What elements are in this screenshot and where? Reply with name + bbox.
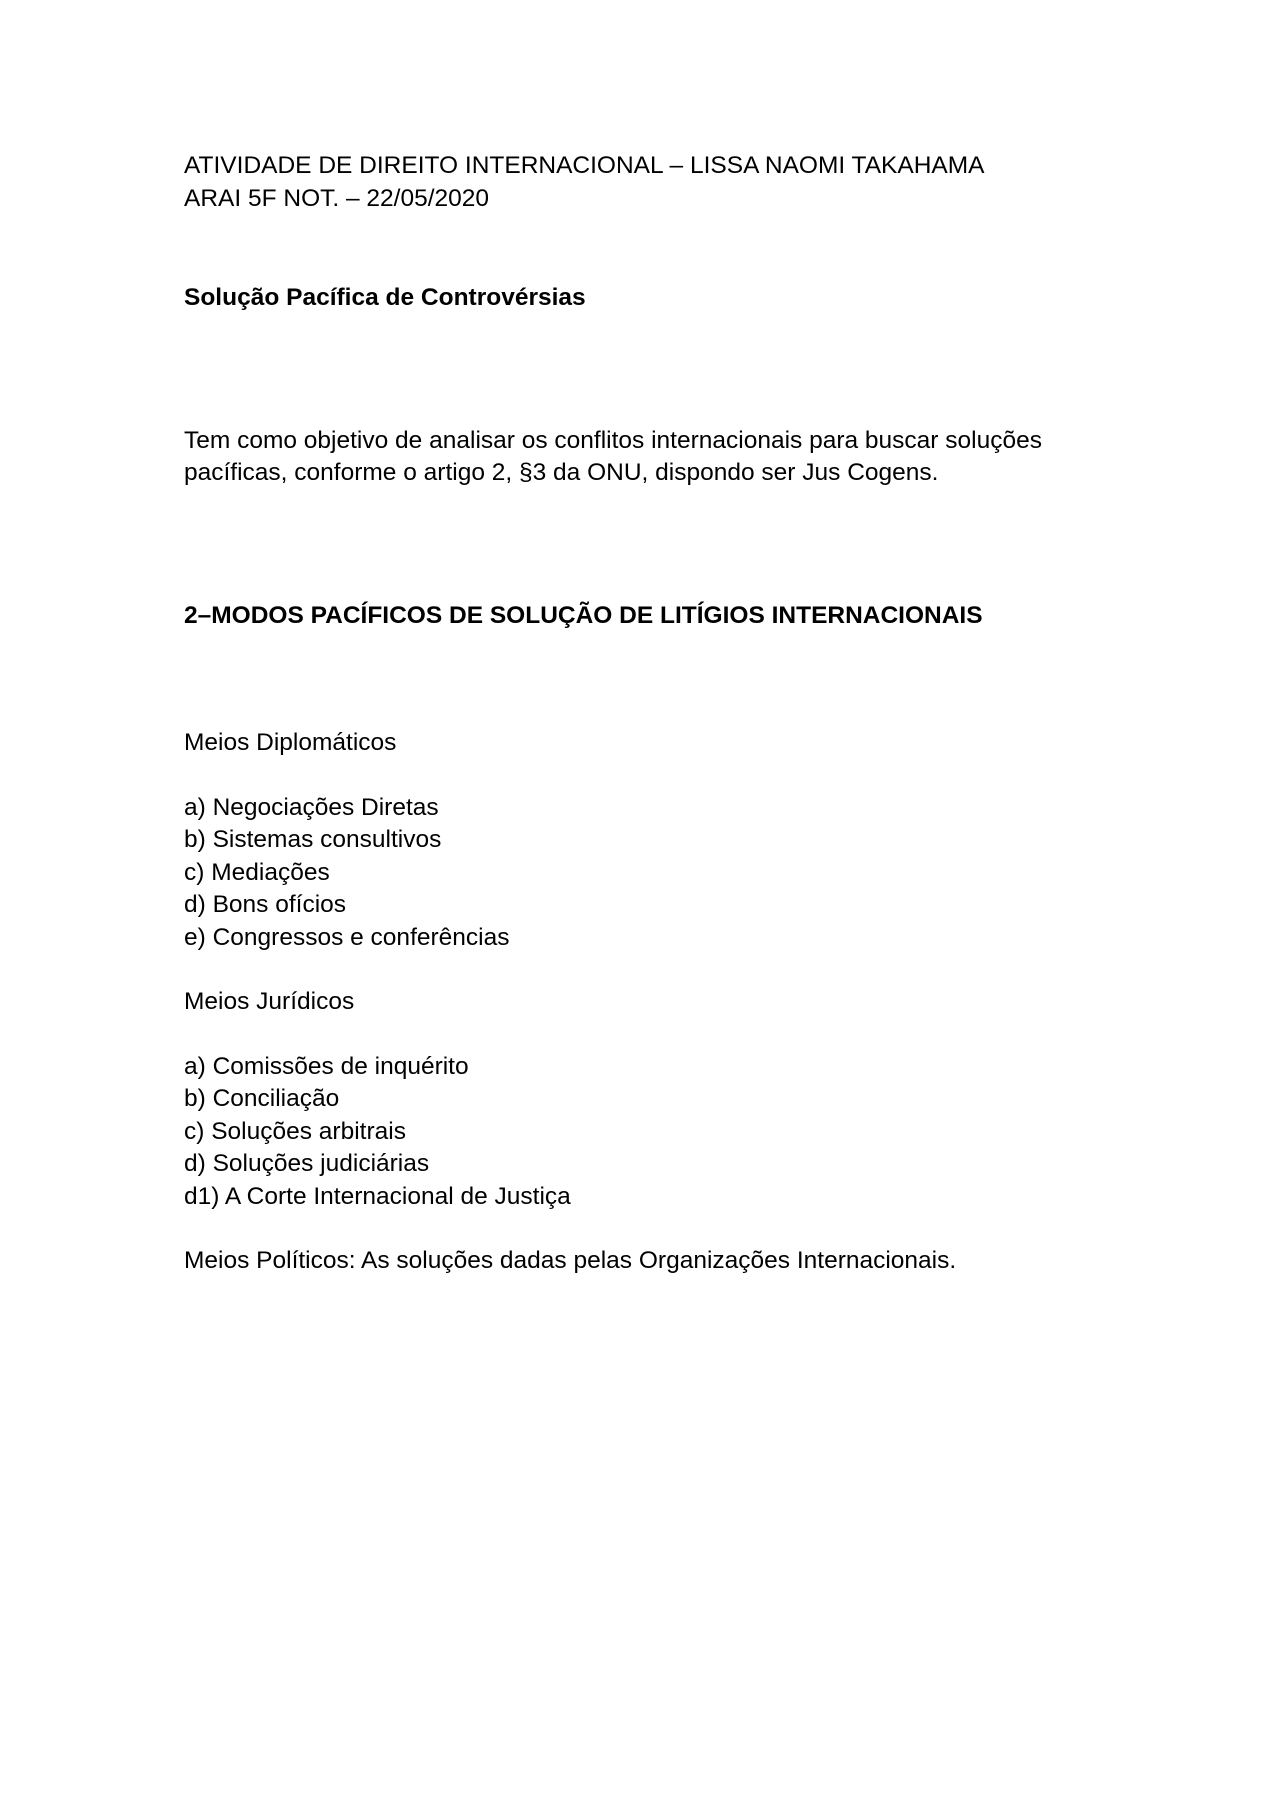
list-item: c) Mediações xyxy=(184,858,330,886)
diplomatic-means-list xyxy=(184,792,1114,955)
header-line-1: ATIVIDADE DE DIREITO INTERNACIONAL – LISSA NAOMI TAKAHAMA xyxy=(184,152,985,179)
political-means-paragraph: Meios Políticos: As soluções dadas pelas Organizações Internacionais. xyxy=(184,1247,957,1274)
list-item: a) Negociações Diretas xyxy=(184,793,439,821)
document-title: Solução Pacífica de Controvérsias xyxy=(184,284,586,311)
document-header xyxy=(184,150,1114,215)
diplomatic-means-heading: Meios Diplomáticos xyxy=(184,729,397,756)
section-heading: 2–MODOS PACÍFICOS DE SOLUÇÃO DE LITÍGIOS INTERNACIONAIS xyxy=(184,601,983,629)
intro-line-1: Tem como objetivo de analisar os conflitos internacionais para buscar soluções xyxy=(184,426,1042,454)
list-item: b) Sistemas consultivos xyxy=(184,826,442,853)
list-item: d) Soluções judiciárias xyxy=(184,1150,430,1177)
list-item: a) Comissões de inquérito xyxy=(184,1052,469,1080)
juridical-means-heading: Meios Jurídicos xyxy=(184,988,355,1015)
list-item: d) Bons ofícios xyxy=(184,891,347,918)
document-body xyxy=(184,150,1114,1278)
header-line-2: ARAI 5F NOT. – 22/05/2020 xyxy=(184,184,490,212)
intro-line-2: pacíficas, conforme o artigo 2, §3 da ONU, dispondo ser Jus Cogens. xyxy=(184,459,939,486)
intro-paragraph xyxy=(184,425,1114,490)
juridical-means-list xyxy=(184,1051,1114,1214)
list-item: d1) A Corte Internacional de Justiça xyxy=(184,1182,571,1210)
list-item: e) Congressos e conferências xyxy=(184,923,510,951)
list-item: c) Soluções arbitrais xyxy=(184,1117,406,1145)
list-item: b) Conciliação xyxy=(184,1085,340,1112)
